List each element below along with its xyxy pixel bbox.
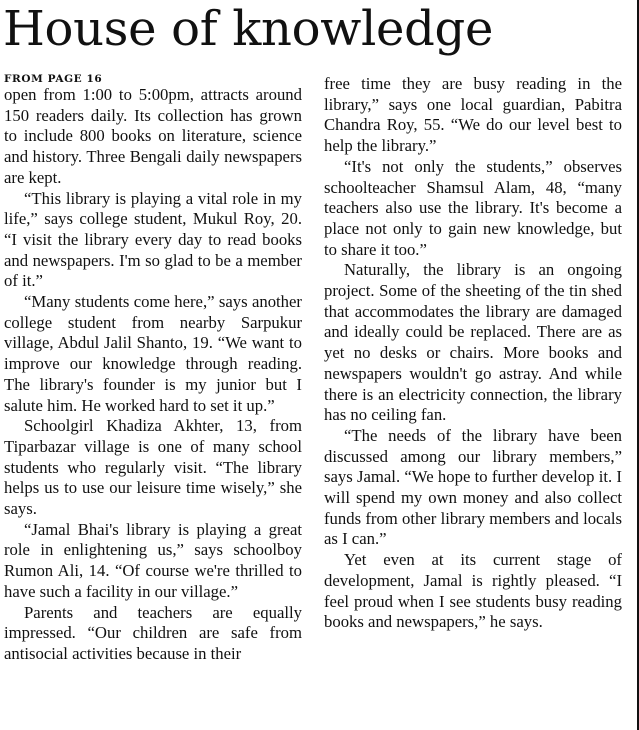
paragraph: Schoolgirl Khadiza Akhter, 13, from Tiparbazar village is one of many school students who regularly visit. “The library helps us to use our leisure time wisely,” she says. bbox=[4, 416, 302, 519]
headline: House of knowledge bbox=[3, 1, 494, 57]
paragraph: free time they are busy reading in the library,” says one local guardian, Pabitra Chandra Roy, 55. “We do our level best to help the library.” bbox=[324, 74, 622, 156]
paragraph: Naturally, the library is an ongoing project. Some of the sheeting of the tin shed that accommodates the library are damaged and ideally could be replaced. There are as yet no desks or chairs. More books and newspapers wouldn't go astray. And while there is an electricity connection, the library has no ceiling fan. bbox=[324, 260, 622, 425]
paragraph: Parents and teachers are equally impressed. “Our children are safe from antisocial activities because in their bbox=[4, 602, 302, 663]
paragraph: open from 1:00 to 5:00pm, attracts around 150 readers daily. Its collection has grown to include 800 books on literature, science and history. Three Bengali daily newspapers are kept. bbox=[4, 85, 302, 187]
paragraph: “The needs of the library have been discussed among our library members,” says Jamal. “We hope to further develop it. I will spend my own money and also collect funds from other library members and locals as I can.” bbox=[324, 425, 622, 549]
paragraph: “Many students come here,” says another college student from nearby Sarpukur village, Abdul Jalil Shanto, 19. “We want to improve our knowledge through reading. The library's founder is my junior but I salute him. He worked hard to set it up.” bbox=[4, 292, 302, 415]
paragraph: Yet even at its current stage of development, Jamal is rightly pleased. “I feel proud when I see students busy reading books and newspapers,” he says. bbox=[324, 550, 622, 632]
article-column-left bbox=[4, 72, 302, 665]
paragraph: “This library is playing a vital role in my life,” says college student, Mukul Roy, 20. “I visit the library every day to read books and newspapers. I'm so glad to be a member of it.” bbox=[4, 188, 302, 291]
continuation-kicker: FROM PAGE 16 bbox=[4, 73, 103, 85]
article-column-right bbox=[324, 74, 622, 633]
paragraph: “It's not only the students,” observes schoolteacher Shamsul Alam, 48, “many teachers also use the library. It's become a place not only to gain new knowledge, but to share it too.” bbox=[324, 156, 622, 259]
paragraph: “Jamal Bhai's library is playing a great role in enlightening us,” says schoolboy Rumon Ali, 14. “Of course we're thrilled to have such a facility in our village.” bbox=[4, 519, 302, 601]
